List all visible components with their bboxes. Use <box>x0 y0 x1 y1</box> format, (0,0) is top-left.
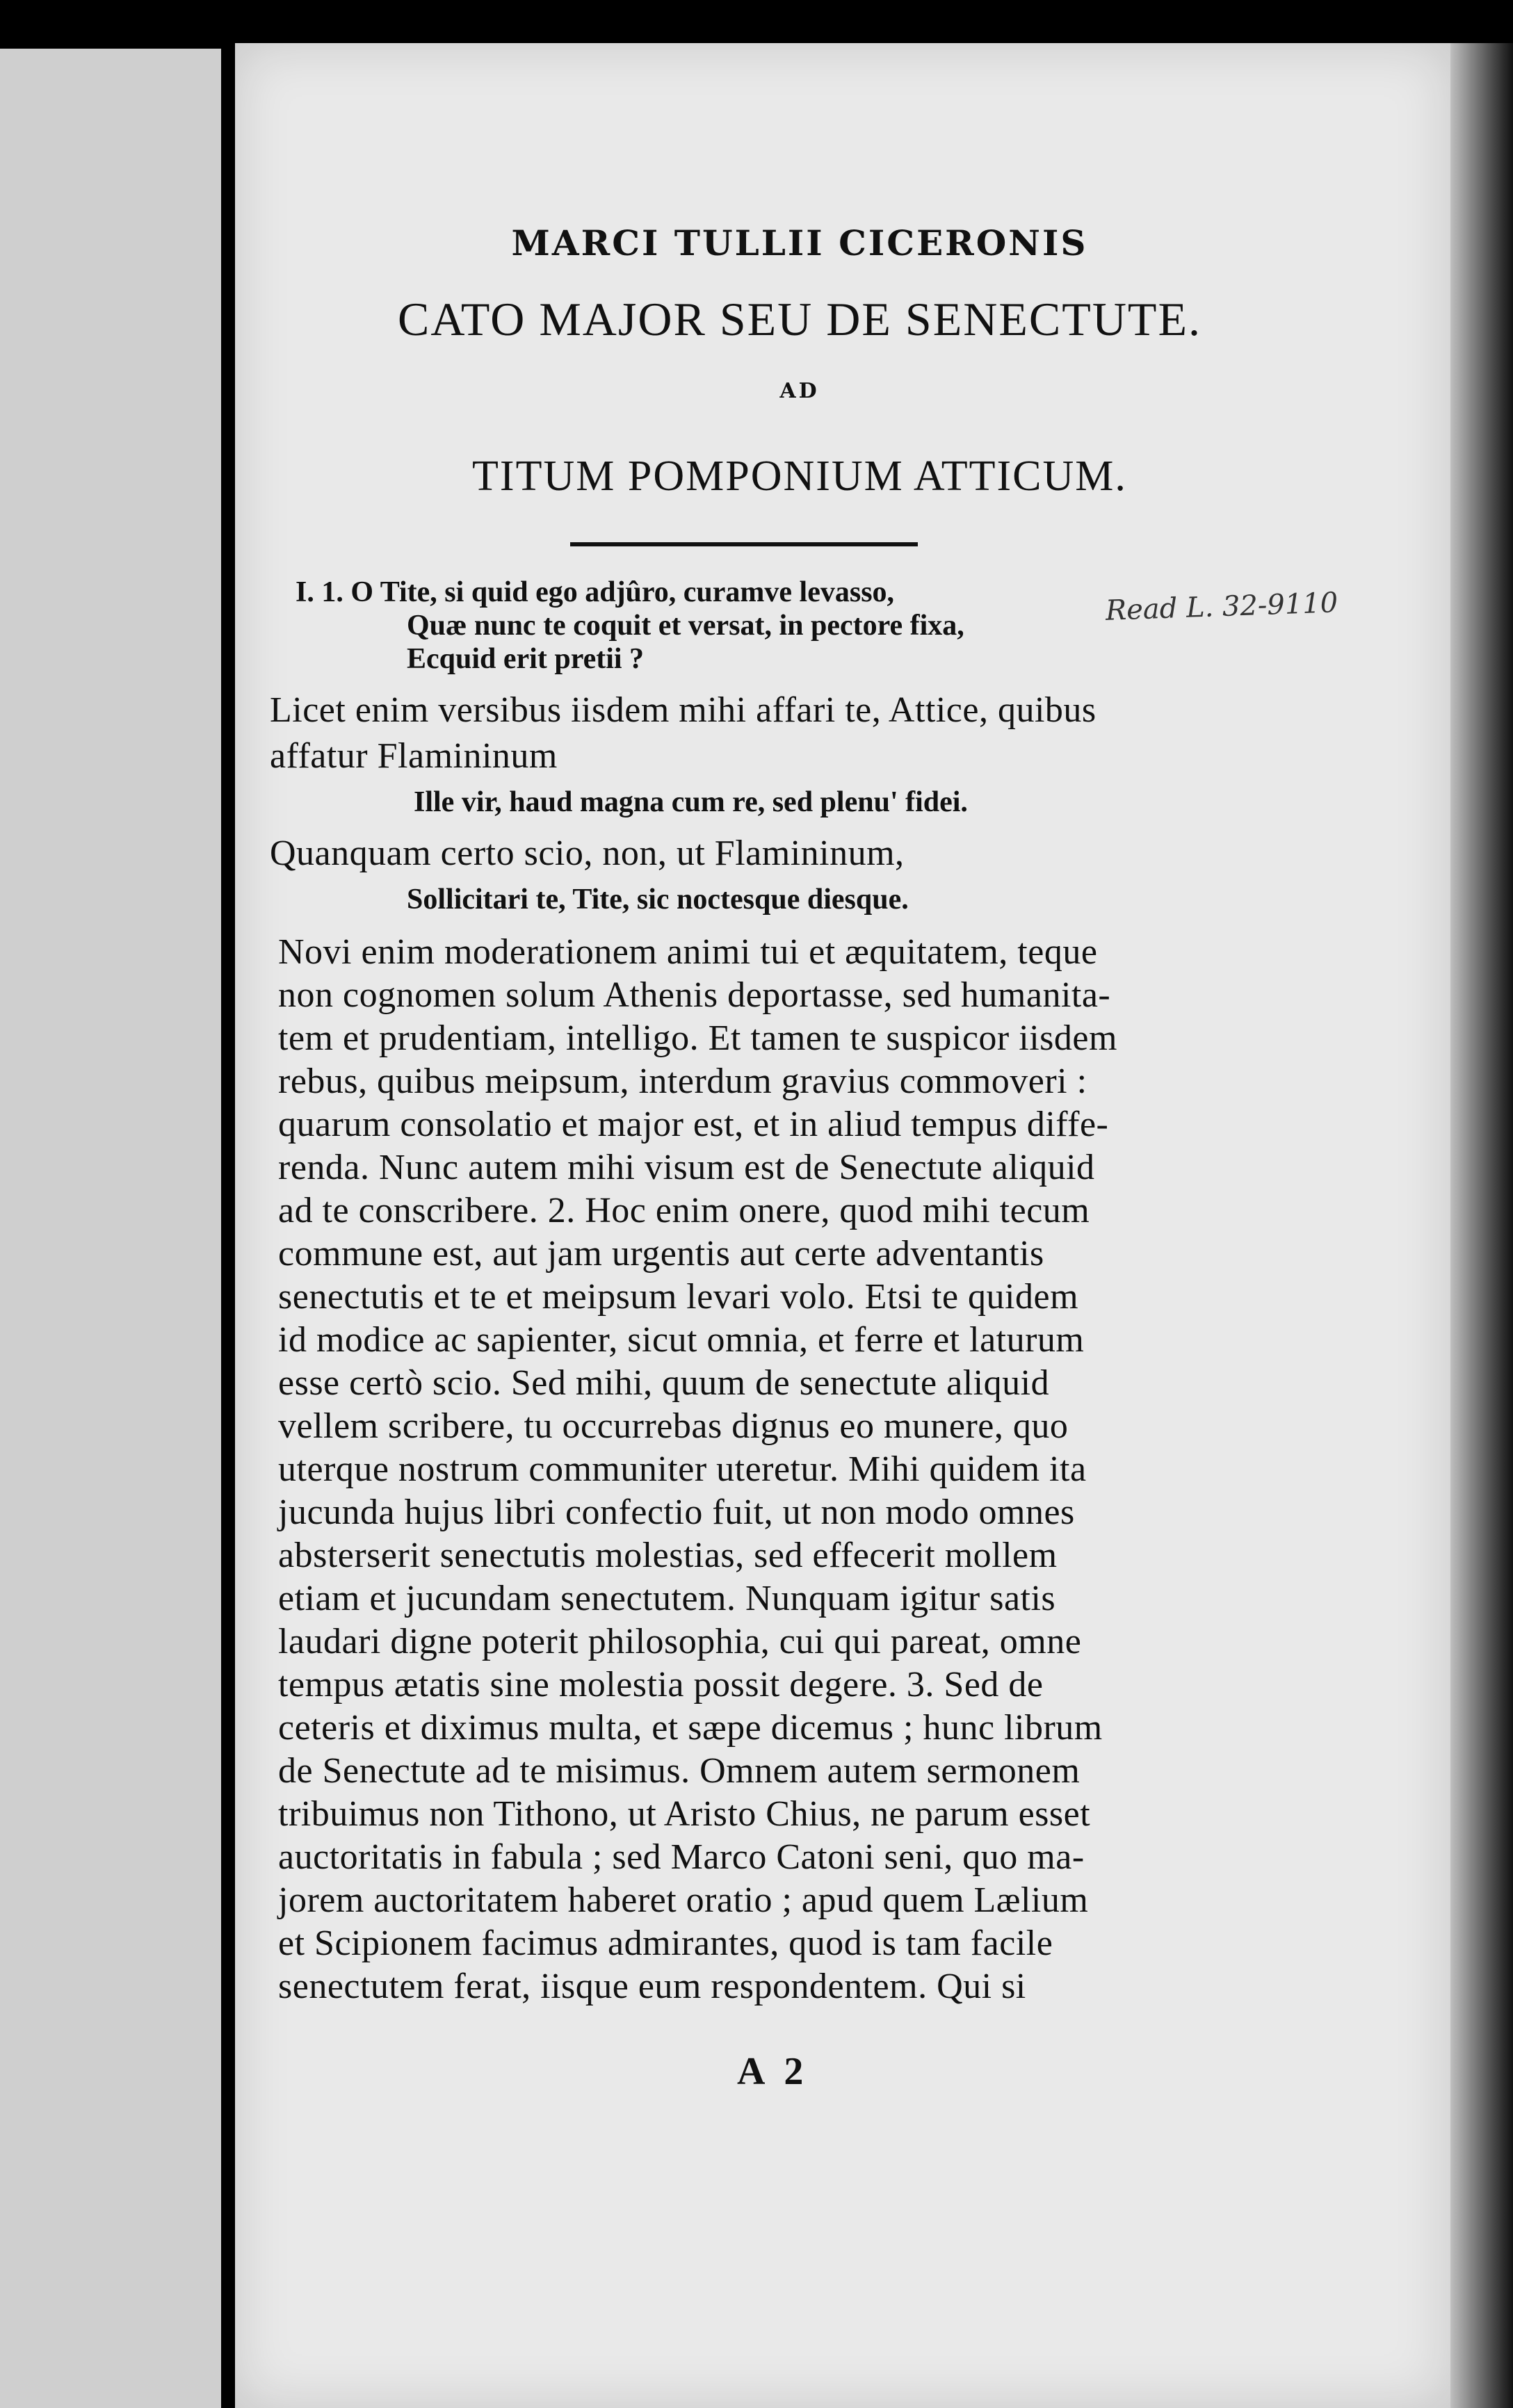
verse-line: Ecquid erit pretii ? <box>407 643 645 675</box>
heading-dedicatee: TITUM POMPONIUM ATTICUM. <box>472 453 1127 500</box>
prose-line: jorem auctoritatem haberet oratio ; apud quem Lælium <box>278 1880 1089 1920</box>
prose-line: de Senectute ad te misimus. Omnem autem sermonem <box>278 1751 1081 1791</box>
prose-line: quarum consolatio et major est, et in aliud tempus diffe- <box>278 1105 1109 1144</box>
prose-line: tempus ætatis sine molestia possit degere. 3. Sed de <box>278 1665 1044 1705</box>
verse-line: Sollicitari te, Tite, sic noctesque diesque. <box>407 884 909 916</box>
prose-line: Licet enim versibus iisdem mihi affari te, Attice, quibus <box>270 690 1097 730</box>
prose-line: commune est, aut jam urgentis aut certe adventantis <box>278 1234 1044 1274</box>
verse-line: I. 1. O Tite, si quid ego adjûro, curamve levasso, <box>296 576 895 608</box>
handwritten-note: Read L. 32-9110 <box>1105 587 1338 627</box>
heading-rule <box>570 542 918 546</box>
prose-line: non cognomen solum Athenis deportasse, sed humanita- <box>278 975 1111 1015</box>
prose-line: etiam et jucundam senectutem. Nunquam igitur satis <box>278 1579 1056 1618</box>
prose-line: Novi enim moderationem animi tui et æquitatem, teque <box>278 932 1098 972</box>
prose-line: Quanquam certo scio, non, ut Flamininum, <box>270 833 905 873</box>
prose-line: absterserit senectutis molestias, sed effecerit mollem <box>278 1536 1058 1575</box>
prose-line: tem et prudentiam, intelligo. Et tamen te suspicor iisdem <box>278 1018 1117 1058</box>
signature-mark: A 2 <box>737 2050 809 2093</box>
top-shadow <box>235 0 1513 43</box>
prose-line: affatur Flamininum <box>270 736 558 776</box>
prose-line: senectutem ferat, iisque eum respondentem. Qui si <box>278 1967 1026 2006</box>
heading-author: MARCI TULLII CICERONIS <box>511 222 1088 263</box>
prose-line: uterque nostrum communiter uteretur. Mihi quidem ita <box>278 1449 1087 1489</box>
prose-line: senectutis et te et meipsum levari volo. Etsi te quidem <box>278 1277 1079 1317</box>
heading-title: CATO MAJOR SEU DE SENECTUTE. <box>397 293 1202 345</box>
facing-page-edge <box>0 49 221 2408</box>
verse-line: Ille vir, haud magna cum re, sed plenu' fidei. <box>414 786 968 818</box>
prose-line: auctoritatis in fabula ; sed Marco Catoni seni, quo ma- <box>278 1837 1085 1877</box>
prose-line: et Scipionem facimus admirantes, quod is tam facile <box>278 1923 1053 1963</box>
verse-line: Quæ nunc te coquit et versat, in pectore fixa, <box>407 610 964 642</box>
prose-line: ad te conscribere. 2. Hoc enim onere, quod mihi tecum <box>278 1191 1090 1230</box>
heading-ad: AD <box>779 379 820 403</box>
prose-line: esse certò scio. Sed mihi, quum de senectute aliquid <box>278 1363 1050 1403</box>
prose-line: renda. Nunc autem mihi visum est de Senectute aliquid <box>278 1148 1095 1187</box>
prose-line: id modice ac sapienter, sicut omnia, et ferre et laturum <box>278 1320 1085 1360</box>
binding-gutter <box>221 0 235 2408</box>
prose-line: vellem scribere, tu occurrebas dignus eo munere, quo <box>278 1406 1069 1446</box>
prose-line: laudari digne poterit philosophia, cui qui pareat, omne <box>278 1622 1082 1661</box>
prose-line: ceteris et diximus multa, et sæpe dicemus ; hunc librum <box>278 1708 1103 1748</box>
prose-line: tribuimus non Tithono, ut Aristo Chius, ne parum esset <box>278 1794 1091 1834</box>
page-right-edge <box>1450 43 1513 2408</box>
prose-line: rebus, quibus meipsum, interdum gravius commoveri : <box>278 1061 1087 1101</box>
prose-line: jucunda hujus libri confectio fuit, ut non modo omnes <box>278 1492 1075 1532</box>
